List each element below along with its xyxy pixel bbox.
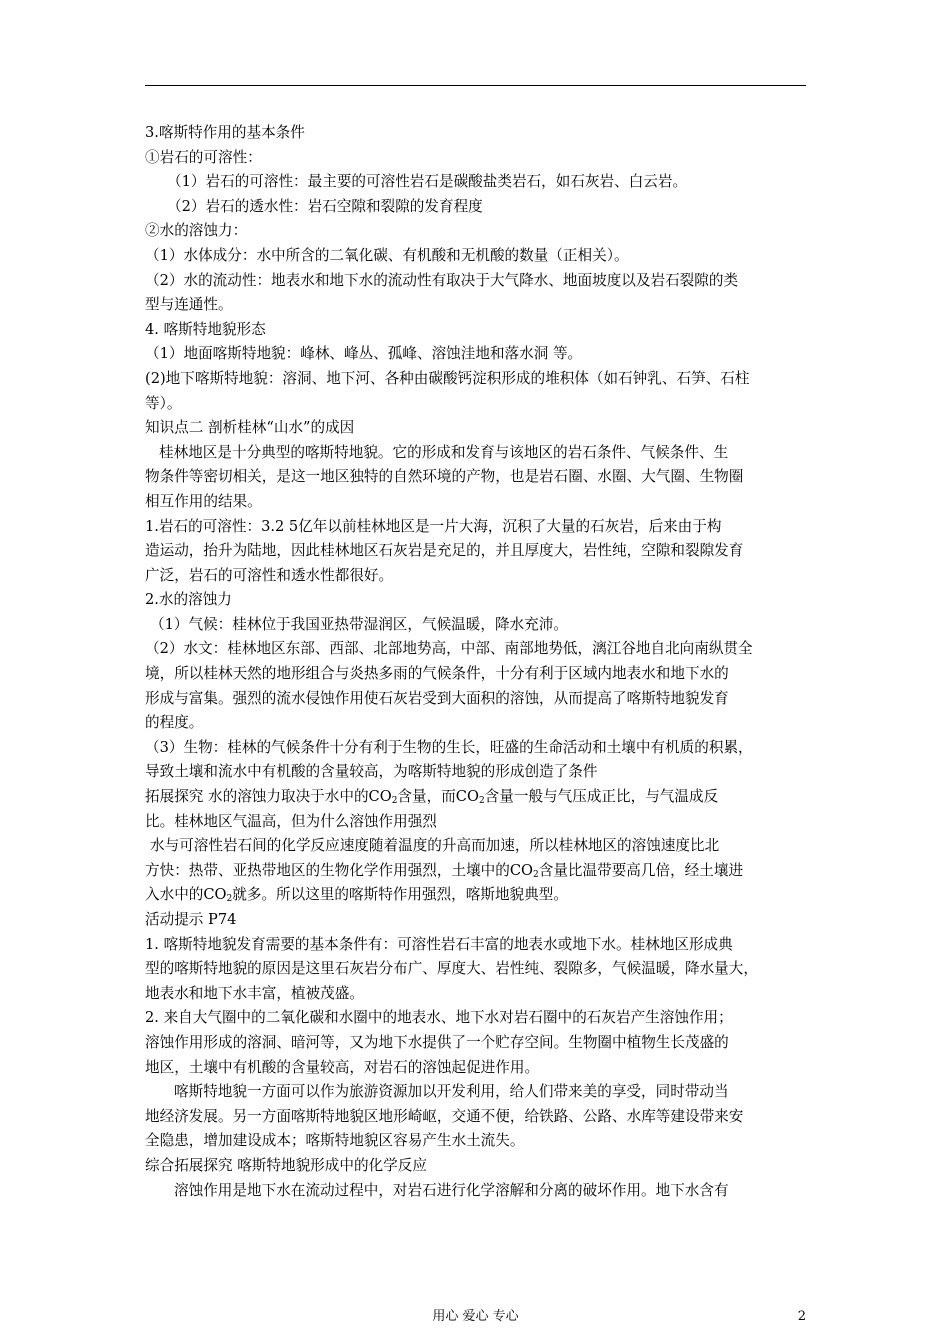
paragraph-line: 全隐患，增加建设成本；喀斯特地貌区容易产生水土流失。 — [145, 1132, 525, 1150]
paragraph-line: 等）。 — [145, 394, 182, 412]
paragraph-line: （1）气候：桂林位于我国亚热带湿润区，气候温暖，降水充沛。 — [150, 615, 568, 633]
paragraph-line: 2. 来自大气圈中的二氧化碳和水圈中的地表水、地下水对岩石圈中的石灰岩产生溶蚀作用； — [145, 1009, 733, 1027]
paragraph-line: 拓展探究 水的溶蚀力取决于水中的$CO_2$含量，而$CO_2$含量一般与气压成正比，与气温成反 — [145, 788, 719, 807]
paragraph-line: 1.岩石的可溶性：3.2 5亿年以前桂林地区是一片大海，沉积了大量的石灰岩，后来由于构 — [145, 517, 722, 535]
page-number: 2 — [797, 1309, 806, 1324]
paragraph-line: 造运动，抬升为陆地，因此桂林地区石灰岩是充足的，并且厚度大，岩性纯，空隙和裂隙发育 — [145, 542, 744, 560]
document-body — [145, 121, 806, 1203]
paragraph-line: （3）生物：桂林的气候条件十分有利于生物的生长，旺盛的生命活动和土壤中有机质的积累， — [145, 738, 753, 756]
paragraph-line: （1）地面喀斯特地貌：峰林、峰丛、孤峰、溶蚀洼地和落水洞 等。 — [145, 345, 583, 363]
paragraph-line: 境，所以桂林天然的地形组合与炎热多雨的气候条件，十分有利于区域内地表水和地下水的 — [145, 665, 729, 683]
paragraph-line: 相互作用的结果。 — [145, 492, 262, 510]
section-heading: 4. 喀斯特地貌形态 — [145, 320, 266, 338]
subheading: ①岩石的可溶性： — [145, 148, 262, 166]
paragraph-line: 水与可溶性岩石间的化学反应速度随着温度的升高而加速，所以桂林地区的溶蚀速度比北 — [150, 837, 720, 855]
paragraph-line: 入水中的$CO_2$就多。所以这里的喀斯特作用强烈，喀斯地貌典型。 — [145, 886, 568, 905]
paragraph-line: 溶蚀作用形成的溶洞、暗河等，又为地下水提供了一个贮存空间。生物圈中植物生长茂盛的 — [145, 1033, 729, 1051]
paragraph-line: 比。桂林地区气温高，但为什么溶蚀作用强烈 — [145, 812, 437, 830]
paragraph-line: 的程度。 — [145, 714, 204, 732]
section-heading: 3.喀斯特作用的基本条件 — [145, 124, 305, 141]
paragraph-line: (2)地下喀斯特地貌：溶洞、地下河、各种由碳酸钙淀积形成的堆积体（如石钟乳、石笋、石柱 — [145, 369, 750, 387]
paragraph-line: 溶蚀作用是地下水在流动过程中，对岩石进行化学溶解和分离的破坏作用。地下水含有 — [174, 1181, 729, 1199]
paragraph-line: 地区，土壤中有机酸的含量较高，对岩石的溶蚀起促进作用。 — [145, 1058, 540, 1076]
paragraph-line: 导致土壤和流水中有机酸的含量较高，为喀斯特地貌的形成创造了条件 — [145, 763, 598, 781]
header-rule — [145, 85, 806, 86]
paragraph-line: 物条件等密切相关，是这一地区独特的自然环境的产物，也是岩石圈、水圈、大气圈、生物圈 — [145, 468, 744, 486]
paragraph-line: 方快：热带、亚热带地区的生物化学作用强烈，土壤中的$CO_2$含量比温带要高几倍，经土壤进 — [145, 861, 744, 880]
paragraph-line: （2）水的流动性：地表水和地下水的流动性有取决于大气降水、地面坡度以及岩石裂隙的类 — [145, 271, 739, 289]
paragraph-line: （1）水体成分：水中所含的二氧化碳、有机酸和无机酸的数量（正相关）。 — [145, 246, 629, 264]
paragraph-line: 喀斯特地貌一方面可以作为旅游资源加以开发利用，给人们带来美的享受，同时带动当 — [174, 1083, 729, 1101]
footer-motto: 用心 爱心 专心 — [432, 1309, 519, 1324]
paragraph-line: 型与连通性。 — [145, 296, 233, 314]
subheading: ②水的溶蚀力： — [145, 222, 248, 240]
paragraph-line: 桂林地区是十分典型的喀斯特地貌。它的形成和发育与该地区的岩石条件、气候条件、生 — [159, 443, 729, 461]
paragraph-line: 广泛，岩石的可溶性和透水性都很好。 — [145, 566, 394, 584]
paragraph-line: 地经济发展。另一方面喀斯特地貌区地形崎岖，交通不便，给铁路、公路、水库等建设带来安 — [145, 1107, 744, 1125]
paragraph-line: 1. 喀斯特地貌发育需要的基本条件有：可溶性岩石丰富的地表水或地下水。桂林地区形成典 — [145, 935, 733, 953]
paragraph-line: （2）岩石的透水性：岩石空隙和裂隙的发育程度 — [167, 197, 483, 215]
paragraph-line: （1）岩石的可溶性：最主要的可溶性岩石是碳酸盐类岩石，如石灰岩、白云岩。 — [167, 173, 688, 191]
section-heading: 2.水的溶蚀力 — [145, 591, 232, 609]
section-heading: 知识点二 剖析桂林“山水”的成因 — [145, 419, 355, 437]
paragraph-line: 型的喀斯特地貌的原因是这里石灰岩分布广、厚度大、岩性纯、裂隙多，气候温暖，降水量大， — [145, 960, 758, 978]
paragraph-line: 地表水和地下水丰富，植被茂盛。 — [145, 984, 364, 1002]
section-heading: 综合拓展探究 喀斯特地貌形成中的化学反应 — [145, 1156, 427, 1174]
paragraph-line: （2）水文：桂林地区东部、西部、北部地势高，中部、南部地势低，漓江谷地自北向南纵贯全 — [145, 640, 753, 658]
paragraph-line: 形成与富集。强烈的流水侵蚀作用使石灰岩受到大面积的溶蚀，从而提高了喀斯特地貌发育 — [145, 689, 729, 707]
section-heading: 活动提示 P74 — [145, 911, 237, 928]
